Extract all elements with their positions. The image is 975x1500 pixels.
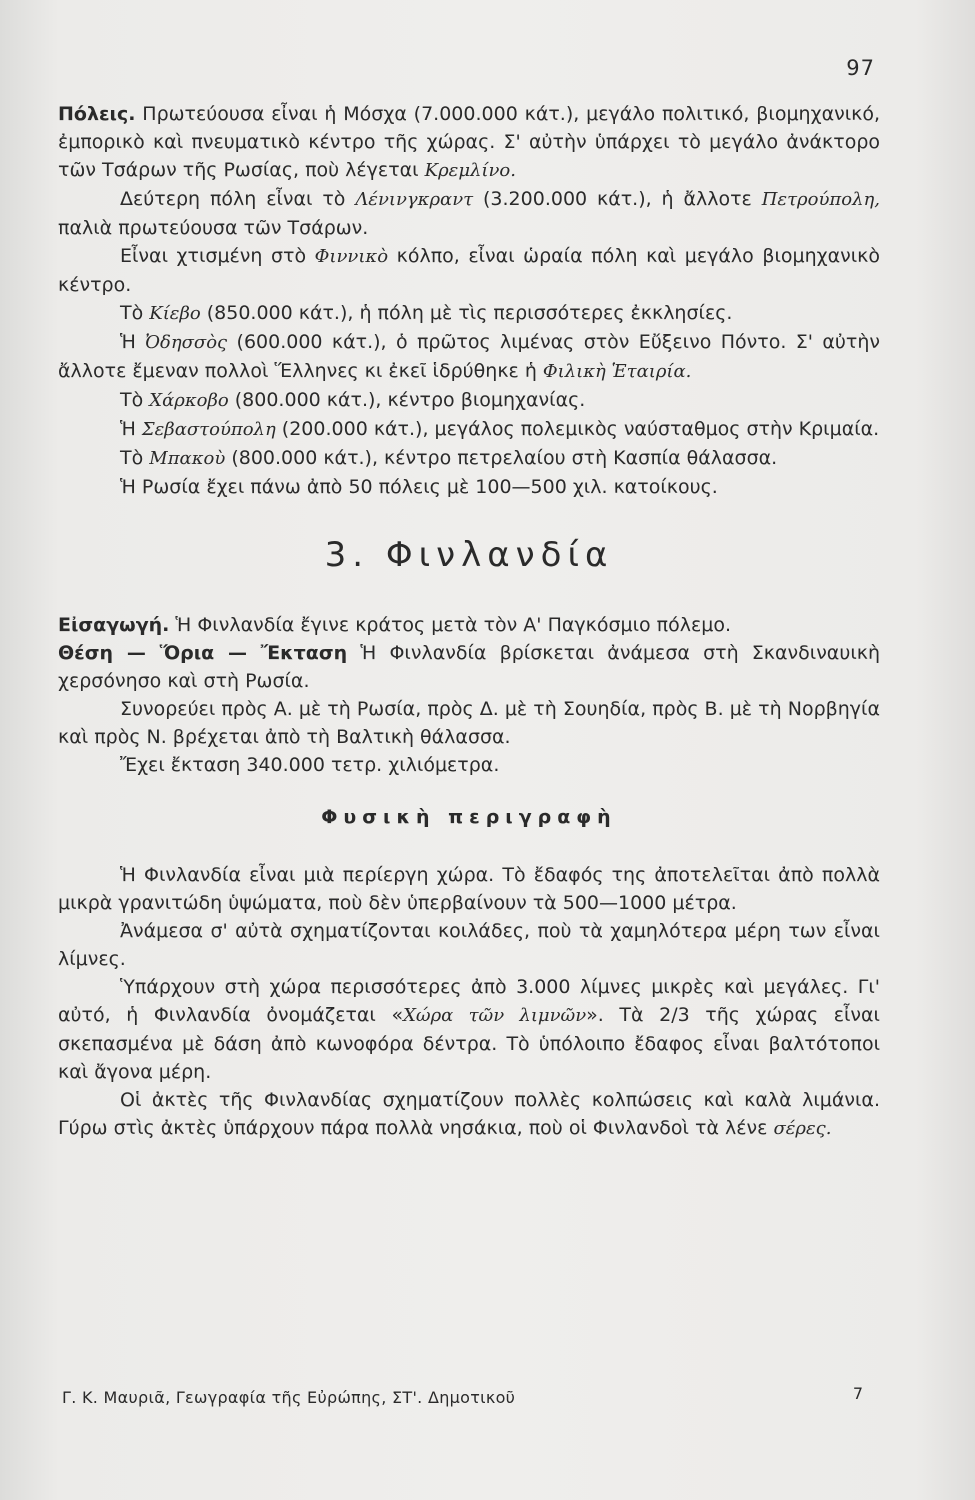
kharkov-name: Χάρκοβο (149, 390, 229, 411)
sevastopol-name: Σεβαστούπολη (141, 419, 276, 440)
leningrad-paragraph (58, 185, 880, 242)
kiev-name: Κίεβο (149, 303, 201, 324)
intro-text: Ἡ Φινλανδία ἔγινε κράτος μετὰ τὸν Α' Παγκόσμιο πόλεμο. (169, 614, 731, 636)
text-run: Τὸ (120, 389, 150, 411)
kiev-paragraph (58, 299, 880, 328)
section-title: 3. Φινλανδία (324, 535, 614, 575)
text-run: Ὑπάρχουν στὴ χώρα περισσότερες ἀπὸ 3.000 λίμνες μικρὲς καὶ μεγάλες. Γι' αὐτό, ἡ Φινλανδία ὀνομάζεται « (58, 976, 880, 1026)
russia-cities-paragraph: Ἡ Ρωσία ἔχει πάνω ἀπὸ 50 πόλεις μὲ 100—500 χιλ. κατοίκους. (120, 476, 718, 498)
intro-paragraph (58, 611, 880, 639)
text-run: Ἡ (120, 331, 146, 353)
text-run: Ἡ (120, 418, 142, 440)
text-run: κόλπο, εἶναι ὡραία πόλη καὶ μεγάλο βιομηχανικὸ κέντρο. (58, 245, 880, 296)
signature-number: 7 (852, 1384, 863, 1403)
kremlin-text: Κρεμλίνο. (424, 160, 516, 181)
text-run: Τὸ (120, 302, 150, 324)
filiki-name: Φιλικὴ Ἑταιρία. (542, 361, 692, 382)
gulf-name: Φιννικὸ (314, 246, 389, 267)
physical-title: Φυσικὴ περιγραφὴ (321, 806, 617, 828)
borders-paragraph: Συνορεύει πρὸς Α. μὲ τὴ Ρωσία, πρὸς Δ. μὲ τὴ Σουηδία, πρὸς Β. μὲ τὴ Νορβηγία καὶ πρὸς Ν. βρέχεται ἀπὸ τὴ Βαλτικὴ θάλασσα. (58, 698, 880, 748)
petrograd-name: Πετρούπολη, (761, 189, 880, 210)
odessa-name: Ὀδησσὸς (145, 332, 228, 353)
baku-paragraph (58, 444, 880, 473)
lakes-land-name: Χώρα τῶν λιμνῶν (403, 1005, 587, 1026)
area-paragraph: Ἔχει ἔκταση 340.000 τετρ. χιλιόμετρα. (120, 754, 500, 776)
text-run: (3.200.000 κάτ.), ἡ ἄλλοτε (473, 188, 762, 210)
cities-heading: Πόλεις. (58, 103, 136, 125)
sevastopol-paragraph (58, 415, 880, 444)
text-run: Τὸ (120, 447, 150, 469)
text-run: (800.000 κάτ.), κέντρο βιομηχανίας. (228, 389, 586, 411)
kharkov-paragraph (58, 386, 880, 415)
cities-text: Πρωτεύουσα εἶναι ἡ Μόσχα (7.000.000 κάτ.), μεγάλο πολιτικό, βιομηχανικό, ἐμπορικὸ καὶ πνευματικὸ κέντρο τῆς χώρας. Σ' αὐτὴν ὑπάρχει τὸ μεγάλο ἀνάκτορο τῶν Τσάρων τῆς Ρωσίας, ποὺ λέγεται (58, 103, 880, 181)
baku-name: Μπακοὺ (149, 448, 226, 469)
text-run: Οἱ ἀκτὲς τῆς Φινλανδίας σχηματίζουν πολλὲς κολπώσεις καὶ καλὰ λιμάνια. Γύρω στὶς ἀκτὲς ὑπάρχουν πάρα πολλὰ νησάκια, ποὺ οἱ Φινλανδοὶ τὰ λένε (58, 1089, 880, 1139)
intro-heading: Εἰσαγωγή. (58, 614, 170, 636)
text-run: Εἶναι χτισμένη στὸ (120, 245, 315, 267)
gulf-paragraph (58, 242, 880, 299)
position-text: Ἡ Φινλανδία βρίσκεται ἀνάμεσα στὴ Σκανδιναυικὴ χερσόνησο καὶ στὴ Ρωσία. (58, 642, 880, 692)
text-run: (200.000 κάτ.), μεγάλος πολεμικὸς ναύσταθμος στὴν Κριμαία. (275, 418, 880, 440)
text-run: (800.000 κάτ.), κέντρο πετρελαίου στὴ Κασπία θάλασσα. (225, 447, 778, 469)
skerries-name: σέρες. (773, 1118, 832, 1139)
text-run: (850.000 κάτ.), ἡ πόλη μὲ τὶς περισσότερες ἐκκλησίες. (200, 302, 733, 324)
physical-paragraph-4 (58, 1086, 880, 1143)
leningrad-name: Λένινγκραντ (355, 189, 474, 210)
text-run: Δεύτερη πόλη εἶναι τὸ (120, 188, 356, 210)
text-run: παλιὰ πρωτεύουσα τῶν Τσάρων. (58, 217, 369, 239)
position-heading: Θέση — Ὅρια — Ἔκταση (58, 642, 348, 664)
physical-paragraph-1: Ἡ Φινλανδία εἶναι μιὰ περίεργη χώρα. Τὸ ἔδαφός της ἀποτελεῖται ἀπὸ πολλὰ μικρὰ γρανιτώδη ὑψώματα, ποὺ δὲν ὑπερβαίνουν τὰ 500—1000 μέτρα. (58, 864, 880, 914)
position-paragraph (58, 639, 880, 695)
footer-text: Γ. Κ. Μαυριᾶ, Γεωγραφία τῆς Εὐρώπης, ΣΤ'. Δημοτικοῦ (62, 1388, 516, 1407)
text-run: ». Τὰ 2/3 τῆς χώρας εἶναι σκεπασμένα μὲ δάση ἀπὸ κωνοφόρα δέντρα. Τὸ ὑπόλοιπο ἔδαφος εἶναι βαλτότοποι καὶ ἄγονα μέρη. (58, 1004, 880, 1083)
physical-paragraph-3 (58, 973, 880, 1086)
odessa-paragraph (58, 328, 880, 386)
text-run: (600.000 κάτ.), ὁ πρῶτος λιμένας στὸν Εὔξεινο Πόντο. Σ' αὐτὴν ἄλλοτε ἔμεναν πολλοὶ Ἕλληνες κι ἐκεῖ ἱδρύθηκε ἡ (58, 331, 880, 382)
cities-paragraph (58, 100, 880, 185)
page-number: 97 (846, 56, 875, 80)
physical-paragraph-2: Ἀνάμεσα σ' αὐτὰ σχηματίζονται κοιλάδες, ποὺ τὰ χαμηλότερα μέρη των εἶναι λίμνες. (58, 920, 880, 970)
page-content (58, 100, 880, 1143)
